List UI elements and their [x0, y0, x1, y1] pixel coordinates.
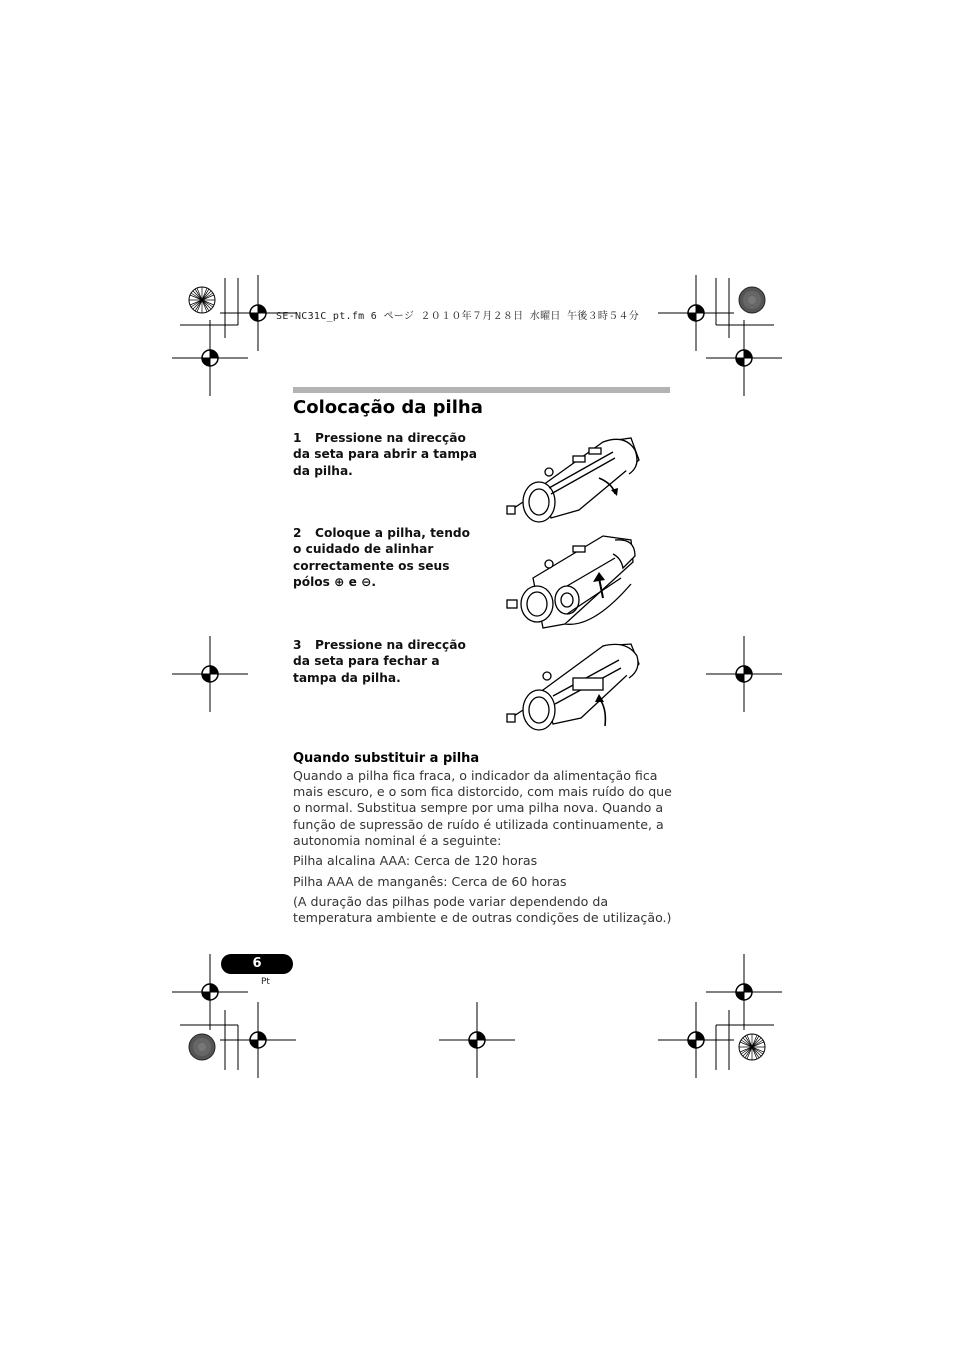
device-illustration-open	[503, 430, 653, 530]
manganese-duration: Pilha AAA de manganês: Cerca de 60 horas	[293, 874, 567, 889]
alkaline-duration: Pilha alcalina AAA: Cerca de 120 horas	[293, 853, 538, 868]
step-3	[293, 637, 481, 686]
duration-note: (A duração das pilhas pode variar dependendo da temperatura ambiente e de outras condições de utilização.)	[293, 894, 672, 926]
device-illustration-battery	[503, 528, 653, 638]
step-3-number: 3	[293, 638, 302, 652]
section-title: Colocação da pilha	[293, 397, 483, 418]
file-info-header: SE-NC31C_pt.fm 6 ページ ２０１０年７月２８日 水曜日 午後３時５４分	[276, 311, 640, 322]
page-number: 6	[221, 954, 293, 974]
replace-body: Quando a pilha fica fraca, o indicador da alimentação fica mais escuro, e o som fica distorcido, com mais ruído do que o normal. Substitua sempre por uma pilha nova. Quando a função de supressão de ruído é utilizada continuamente, a autonomia nominal é a seguinte:	[293, 768, 672, 848]
step-2	[293, 525, 481, 590]
step-1-text: Pressione na direcção da seta para abrir a tampa da pilha.	[293, 431, 477, 478]
step-2-text: Coloque a pilha, tendo o cuidado de alinhar correctamente os seus pólos ⊕ e ⊖.	[293, 526, 470, 589]
step-1-number: 1	[293, 431, 302, 445]
step-1	[293, 430, 481, 479]
step-2-number: 2	[293, 526, 302, 540]
title-rule	[293, 387, 670, 393]
page-language: Pt	[261, 977, 270, 987]
step-3-text: Pressione na direcção da seta para fechar a tampa da pilha.	[293, 638, 466, 685]
device-illustration-close	[503, 638, 653, 738]
replace-heading: Quando substituir a pilha	[293, 751, 480, 766]
